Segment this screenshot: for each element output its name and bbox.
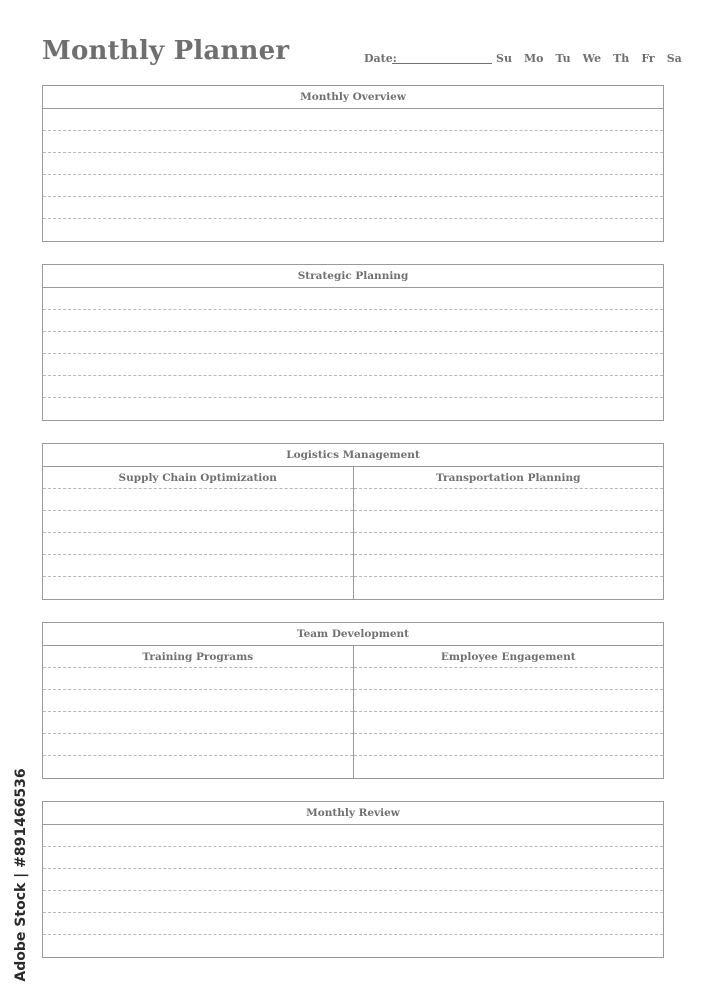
column-training-programs bbox=[43, 646, 353, 778]
writing-line[interactable] bbox=[354, 712, 664, 734]
writing-line[interactable] bbox=[43, 869, 663, 891]
weekday-row bbox=[496, 52, 682, 65]
writing-line[interactable] bbox=[354, 734, 664, 756]
writing-line[interactable] bbox=[354, 577, 664, 599]
writing-line[interactable] bbox=[43, 891, 663, 913]
writing-line[interactable] bbox=[43, 712, 353, 734]
writing-line[interactable] bbox=[43, 690, 353, 712]
writing-line[interactable] bbox=[43, 131, 663, 153]
writing-line[interactable] bbox=[354, 690, 664, 712]
writing-line[interactable] bbox=[43, 668, 353, 690]
page-title: Monthly Planner bbox=[42, 36, 290, 66]
weekday-th: Th bbox=[613, 52, 630, 65]
writing-line[interactable] bbox=[354, 533, 664, 555]
watermark-text: Adobe Stock | #891466536 bbox=[13, 768, 29, 982]
writing-lines bbox=[43, 109, 663, 241]
writing-line[interactable] bbox=[354, 756, 664, 778]
writing-line[interactable] bbox=[43, 310, 663, 332]
writing-line[interactable] bbox=[43, 847, 663, 869]
section-strategic-planning bbox=[42, 264, 664, 421]
writing-line[interactable] bbox=[43, 511, 353, 533]
writing-line[interactable] bbox=[354, 555, 664, 577]
weekday-we: We bbox=[582, 52, 602, 65]
writing-line[interactable] bbox=[43, 354, 663, 376]
section-team-development bbox=[42, 622, 664, 779]
weekday-fr: Fr bbox=[641, 52, 655, 65]
column-title: Employee Engagement bbox=[354, 646, 664, 668]
weekday-sa: Sa bbox=[666, 52, 682, 65]
section-title: Team Development bbox=[43, 623, 663, 646]
writing-line[interactable] bbox=[43, 825, 663, 847]
weekday-tu: Tu bbox=[555, 52, 571, 65]
column-title: Supply Chain Optimization bbox=[43, 467, 353, 489]
section-title: Strategic Planning bbox=[43, 265, 663, 288]
writing-line[interactable] bbox=[43, 913, 663, 935]
date-label: Date: bbox=[364, 52, 397, 65]
writing-line[interactable] bbox=[43, 288, 663, 310]
writing-line[interactable] bbox=[43, 219, 663, 241]
writing-line[interactable] bbox=[43, 734, 353, 756]
column-title: Transportation Planning bbox=[354, 467, 664, 489]
writing-line[interactable] bbox=[43, 756, 353, 778]
writing-lines bbox=[43, 825, 663, 957]
column-supply-chain-optimization bbox=[43, 467, 353, 599]
writing-line[interactable] bbox=[43, 109, 663, 131]
writing-line[interactable] bbox=[43, 489, 353, 511]
section-logistics-management bbox=[42, 443, 664, 600]
date-line bbox=[392, 63, 492, 64]
writing-line[interactable] bbox=[43, 197, 663, 219]
column-employee-engagement bbox=[353, 646, 664, 778]
writing-line[interactable] bbox=[354, 511, 664, 533]
writing-line[interactable] bbox=[43, 153, 663, 175]
writing-line[interactable] bbox=[354, 489, 664, 511]
writing-line[interactable] bbox=[43, 376, 663, 398]
writing-line[interactable] bbox=[43, 332, 663, 354]
writing-line[interactable] bbox=[43, 555, 353, 577]
column-title: Training Programs bbox=[43, 646, 353, 668]
section-title: Monthly Overview bbox=[43, 86, 663, 109]
stock-watermark bbox=[6, 760, 36, 990]
writing-lines bbox=[43, 288, 663, 420]
section-title: Monthly Review bbox=[43, 802, 663, 825]
weekday-mo: Mo bbox=[523, 52, 544, 65]
writing-line[interactable] bbox=[354, 668, 664, 690]
section-monthly-review bbox=[42, 801, 664, 958]
writing-line[interactable] bbox=[43, 398, 663, 420]
section-monthly-overview bbox=[42, 85, 664, 242]
weekday-su: Su bbox=[496, 52, 512, 65]
section-title: Logistics Management bbox=[43, 444, 663, 467]
writing-line[interactable] bbox=[43, 533, 353, 555]
column-transportation-planning bbox=[353, 467, 664, 599]
writing-line[interactable] bbox=[43, 935, 663, 957]
writing-line[interactable] bbox=[43, 577, 353, 599]
writing-line[interactable] bbox=[43, 175, 663, 197]
